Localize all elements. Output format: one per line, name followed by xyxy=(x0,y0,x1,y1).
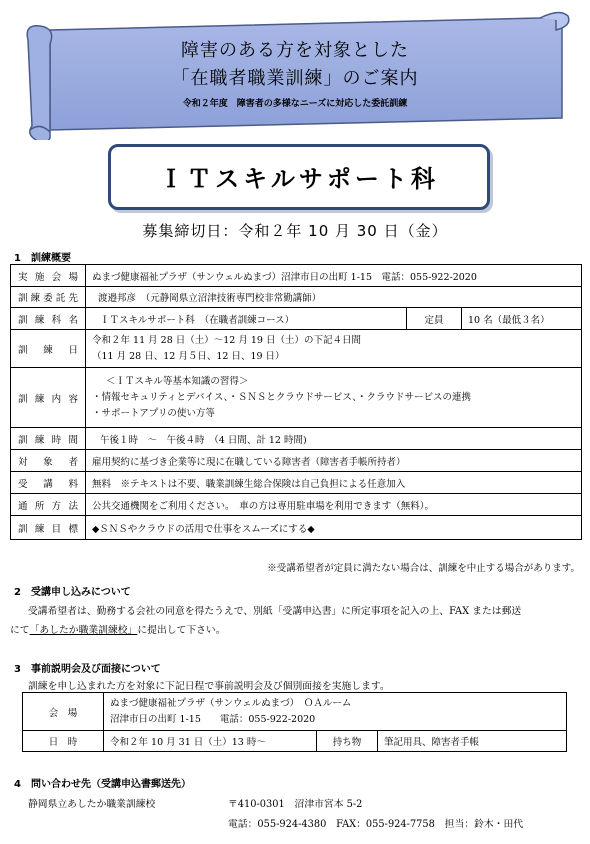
briefing-intro: 訓練を申し込まれた方を対象に下記日程で事前説明会及び個別面接を実施します。 xyxy=(28,681,390,692)
section2-title: 2 受講申し込みについて xyxy=(14,587,131,598)
contact-phone-fax: 電話：055-924-4380 FAX：055-924-7758 担当：鈴木・田代 xyxy=(228,819,524,830)
table-row xyxy=(11,450,582,472)
content-line3: ・サポートアプリの使い方等 xyxy=(92,407,215,419)
row-value-instructor: 渡邉邦彦 （元静岡県立沼津技術専門校非常勤講師） xyxy=(86,287,582,308)
capacity-label: 定員 xyxy=(407,308,462,330)
table-row xyxy=(11,330,582,368)
briefing-date-value: 令和２年 10 月 31 日（土）13 時～ xyxy=(104,731,317,752)
briefing-table xyxy=(22,692,567,752)
row-value-dates xyxy=(86,330,582,368)
briefing-date-label: 日 時 xyxy=(23,731,104,752)
row-value-hours: 午後１時 ～ 午後４時 （4 日間、計 12 時間) xyxy=(86,428,582,450)
table-row xyxy=(11,428,582,450)
briefing-venue-line2: 沼津市日の出町 1-15 電話：055-922-2020 xyxy=(110,713,316,725)
application-text-line2 xyxy=(10,622,226,636)
training-overview-table xyxy=(10,264,582,540)
briefing-items-label: 持ち物 xyxy=(317,731,378,752)
row-label-hours: 訓練時間 xyxy=(11,428,86,450)
school-name-underlined: 「あしたか職業訓練校」 xyxy=(29,625,138,636)
section4-title: 4 問い合わせ先（受講申込書郵送先） xyxy=(14,779,191,790)
row-label-dates: 訓練日 xyxy=(11,330,86,368)
table-row xyxy=(11,368,582,428)
row-value-commute: 公共交通機関をご利用ください。 車の方は専用駐車場を利用できます（無料）。 xyxy=(86,494,582,516)
banner-title-line1: 障害のある方を対象とした xyxy=(181,40,409,61)
banner-subtitle: 令和２年度 障害者の多様なニーズに対応した委託訓練 xyxy=(182,99,408,109)
content-line1: ＜ＩＴスキル等基本知識の習得＞ xyxy=(106,375,249,387)
row-label-fee: 受講料 xyxy=(11,472,86,494)
table-row xyxy=(23,731,567,752)
briefing-venue-line1: ぬまづ健康福祉プラザ（サンウェルぬまづ） ＯＡルーム xyxy=(110,697,352,709)
contact-address: 〒410-0301 沼津市宮本 5-2 xyxy=(228,799,363,810)
table-row xyxy=(23,693,567,731)
row-label-course: 訓練科名 xyxy=(11,308,86,330)
row-label-target: 対象者 xyxy=(11,450,86,472)
row-label-goal: 訓練目標 xyxy=(11,516,86,540)
section1-title: 1 訓練概要 xyxy=(14,253,71,264)
row-value-target: 雇用契約に基づき企業等に現に在職している障害者（障害者手帳所持者） xyxy=(86,450,582,472)
capacity-value: 10 名（最低３名） xyxy=(462,308,582,330)
content-line2: ・情報セキュリティとデバイス、・ＳＮＳとクラウドサービス、・クラウドサービスの連携 xyxy=(92,391,471,403)
row-label-venue: 実施会場 xyxy=(11,265,86,287)
row-label-commute: 通所方法 xyxy=(11,494,86,516)
table-row xyxy=(11,287,582,308)
application-text-post: に提出して下さい。 xyxy=(137,625,226,636)
row-value-goal: ◆ＳＮＳやクラウドの活用で仕事をスムーズにする◆ xyxy=(86,516,582,540)
row-value-venue: ぬまづ健康福祉プラザ（サンウェルぬまづ）沼津市日の出町 1-15 電話：055-922-2020 xyxy=(86,265,582,287)
table-row xyxy=(11,265,582,287)
row-value-course: ＩＴスキルサポート科 （在職者訓練コース） xyxy=(86,308,407,330)
course-title-box xyxy=(108,144,490,210)
table-row xyxy=(11,516,582,540)
table-row xyxy=(11,494,582,516)
row-label-content: 訓練内容 xyxy=(11,368,86,428)
table-row xyxy=(11,472,582,494)
course-title: ＩＴスキルサポート科 xyxy=(159,165,439,193)
application-deadline: 募集締切日：令和２年 10 月 30 日（金） xyxy=(142,222,448,240)
row-label-instructor: 訓練委託先 xyxy=(11,287,86,308)
banner-title-line2: 「在職者職業訓練」のご案内 xyxy=(171,68,419,89)
dates-line1: 令和２年 11 月 28 日（土）～12 月 19 日（土）の下記４日間 xyxy=(92,334,361,346)
briefing-venue-value xyxy=(104,693,567,731)
contact-org: 静岡県立あしたか職業訓練校 xyxy=(28,799,156,810)
cancellation-note: ※受講希望者が定員に満たない場合は、訓練を中止する場合があります。 xyxy=(267,563,580,574)
row-value-content xyxy=(86,368,582,428)
dates-line2: （11 月 28 日、12 月５日、12 日、19 日） xyxy=(92,350,285,362)
briefing-venue-label: 会 場 xyxy=(23,693,104,731)
row-value-fee: 無料 ※テキストは不要、職業訓練生総合保険は自己負担による任意加入 xyxy=(86,472,582,494)
table-row xyxy=(11,308,582,330)
application-text-pre: にて xyxy=(10,625,30,636)
briefing-items-value: 筆記用具、障害者手帳 xyxy=(378,731,567,752)
section3-title: 3 事前説明会及び面接について xyxy=(14,664,161,675)
application-text-line1: 受講希望者は、勤務する会社の同意を得たうえで、別紙「受講申込書」に所定事項を記入の上、FAX または郵送 xyxy=(28,606,522,617)
